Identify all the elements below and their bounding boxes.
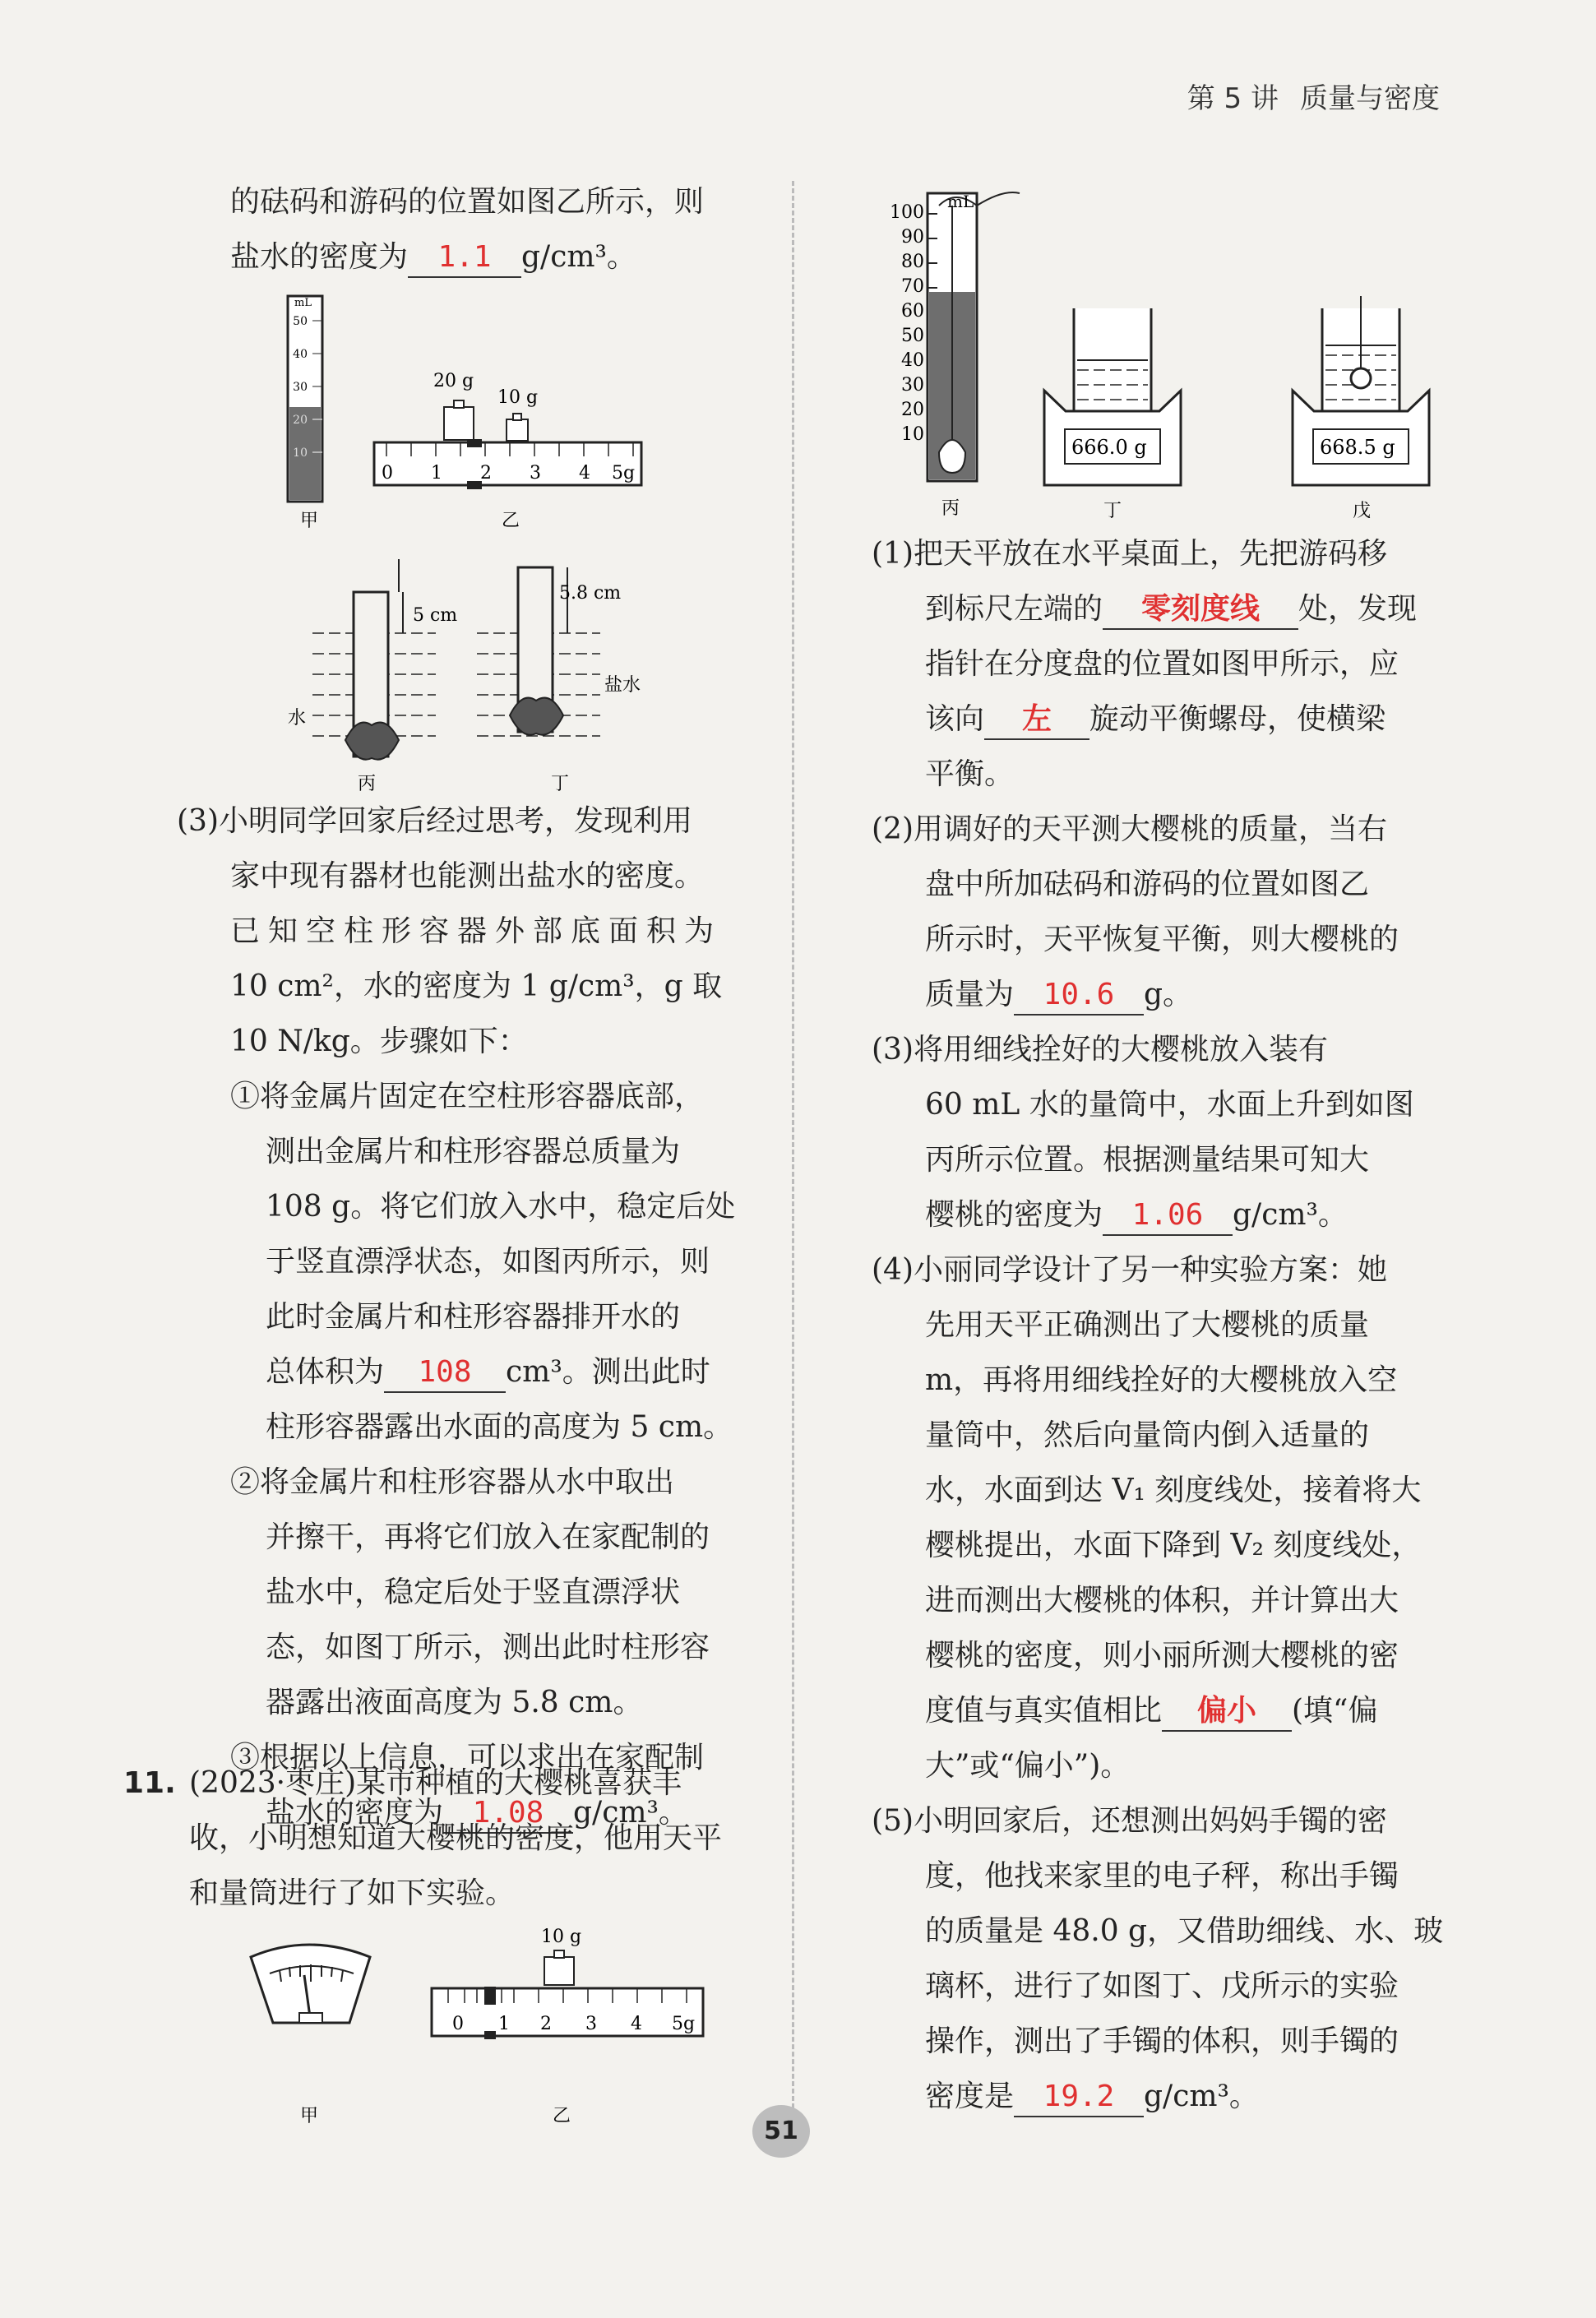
text-line: ①将金属片固定在空柱形容器底部， bbox=[230, 1080, 705, 1113]
figure-cylinder-beakers bbox=[880, 181, 1472, 526]
scale-label: 4 bbox=[631, 2014, 642, 2034]
text-line: 樱桃的密度为 1.06 g/cm³。 bbox=[872, 1187, 1464, 1242]
lecture-number: 第 5 讲 bbox=[1187, 82, 1279, 115]
column-divider bbox=[792, 181, 794, 2138]
liquid-label-water: 水 bbox=[288, 708, 307, 729]
tick-label: 40 bbox=[293, 348, 308, 361]
page-header bbox=[1187, 76, 1440, 116]
text-line: 盐水中，稳定后处于竖直漂浮状 bbox=[266, 1575, 681, 1609]
scale-label: 3 bbox=[530, 463, 541, 483]
scale-label: 5g bbox=[612, 463, 636, 483]
text-line: (2)用调好的天平测大樱桃的质量，当右 bbox=[872, 812, 1387, 846]
text-line: 柱形容器露出水面的高度为 5 cm。 bbox=[266, 1410, 733, 1444]
text-line: (5)小明回家后，还想测出妈妈手镯的密 bbox=[872, 1804, 1387, 1838]
text-line: 的质量是 48.0 g，又借助细线、水、玻 bbox=[925, 1914, 1444, 1948]
caption-ding: 丁 bbox=[1103, 501, 1122, 521]
scale-reading-ding: 666.0 g bbox=[1071, 436, 1147, 459]
chapter-title: 质量与密度 bbox=[1300, 82, 1440, 115]
text-line: 密度是 19.2 g/cm³。 bbox=[872, 2069, 1464, 2124]
text-line: 于竖直漂浮状态，如图丙所示，则 bbox=[266, 1245, 710, 1279]
text-line: 樱桃的密度，则小丽所测大樱桃的密 bbox=[925, 1639, 1399, 1673]
tick-label: 10 bbox=[901, 424, 924, 445]
text-line: 樱桃提出，水面下降到 V₂ 刻度线处， bbox=[925, 1529, 1422, 1562]
text-line: 108 g。将它们放入水中，稳定后处 bbox=[266, 1190, 736, 1224]
weight-10g bbox=[507, 419, 528, 441]
text-line: 10 N/kg。步骤如下： bbox=[230, 1025, 528, 1058]
answer-blank: 1.08 bbox=[443, 1794, 573, 1834]
left-intro bbox=[230, 174, 773, 285]
beaker-ding bbox=[1074, 308, 1151, 419]
scale-label: 5g bbox=[672, 2014, 696, 2034]
figure-cylinder-scale bbox=[271, 288, 658, 534]
text-line: 10 cm²，水的密度为 1 g/cm³，g 取 bbox=[230, 969, 723, 1003]
text-line: 到标尺左端的 零刻度线 处，发现 bbox=[872, 581, 1464, 636]
tick-label: 100 bbox=[890, 202, 924, 223]
text-line: (3)将用细线拴好的大樱桃放入装有 bbox=[872, 1033, 1328, 1066]
tick-label: 90 bbox=[901, 227, 924, 248]
text-line: 60 mL 水的量筒中，水面上升到如图 bbox=[925, 1088, 1414, 1122]
cylinder-unit: mL bbox=[947, 192, 974, 211]
text-line: (1)把天平放在水平桌面上，先把游码移 bbox=[872, 537, 1387, 571]
text-line: (3)小明同学回家后经过思考，发现利用 bbox=[177, 804, 692, 838]
tick-label: 60 bbox=[901, 301, 924, 322]
answer-blank: 1.1 bbox=[408, 238, 521, 278]
height-label-water: 5 cm bbox=[413, 605, 458, 626]
tick-label: 80 bbox=[901, 252, 924, 272]
text-line: 水，水面到达 V₁ 刻度线处，接着将大 bbox=[925, 1474, 1422, 1507]
text-line: 平衡。 bbox=[925, 757, 1015, 791]
text-line: 已知空柱形容器外部底面积为 bbox=[230, 914, 723, 948]
tick-label: 40 bbox=[901, 350, 924, 371]
question-number: 11. bbox=[123, 1766, 176, 1800]
rider bbox=[467, 439, 482, 447]
answer-blank: 108 bbox=[384, 1353, 506, 1393]
caption-yi: 乙 bbox=[502, 511, 520, 531]
answer-blank: 10.6 bbox=[1014, 976, 1144, 1016]
scale-label: 3 bbox=[585, 2014, 597, 2034]
text-line: 大”或“偏小”)。 bbox=[925, 1749, 1131, 1783]
caption-jia: 甲 bbox=[300, 2106, 319, 2126]
page-number: 51 bbox=[752, 2105, 810, 2158]
caption-bing: 丙 bbox=[358, 774, 377, 794]
text-line: 盘中所加砝码和游码的位置如图乙 bbox=[925, 868, 1370, 901]
tick-label: 20 bbox=[901, 400, 924, 420]
text-line: ②将金属片和柱形容器从水中取出 bbox=[230, 1465, 675, 1499]
text-line: (4)小丽同学设计了另一种实验方案：她 bbox=[872, 1253, 1387, 1287]
right-questions bbox=[872, 526, 1464, 2124]
answer-blank: 偏小 bbox=[1162, 1692, 1292, 1732]
balance-beam-scale bbox=[374, 442, 641, 485]
text-line: m，再将用细线拴好的大樱桃放入空 bbox=[925, 1363, 1398, 1397]
text-line: 的砝码和游码的位置如图乙所示，则 bbox=[230, 185, 705, 219]
text-line: 量筒中，然后向量筒内倒入适量的 bbox=[925, 1418, 1370, 1452]
text-line: 丙所示位置。根据测量结果可知大 bbox=[925, 1143, 1370, 1177]
figure-floating-containers bbox=[280, 543, 674, 798]
liquid-label-saltwater: 盐水 bbox=[604, 675, 641, 696]
tick-label: 20 bbox=[293, 414, 308, 427]
text-line: 盐水的密度为 1.08 g/cm³。 bbox=[177, 1785, 769, 1840]
weight-10g bbox=[544, 1957, 574, 1985]
text-line: 收，小明想知道大樱桃的密度，他用天平 bbox=[189, 1821, 723, 1855]
text-line: 家中现有器材也能测出盐水的密度。 bbox=[230, 859, 705, 893]
scale-label: 1 bbox=[498, 2014, 510, 2034]
text-line: 测出金属片和柱形容器总质量为 bbox=[266, 1135, 681, 1168]
caption-jia: 甲 bbox=[300, 511, 319, 531]
scale-reading-wu: 668.5 g bbox=[1320, 436, 1395, 459]
text-line: 璃杯，进行了如图丁、戊所示的实验 bbox=[925, 1969, 1399, 2003]
tick-label: 10 bbox=[293, 446, 308, 460]
text-line: 质量为 10.6 g。 bbox=[872, 967, 1464, 1022]
scale-label: 1 bbox=[431, 463, 442, 483]
caption-ding: 丁 bbox=[551, 774, 570, 794]
text-line: 指针在分度盘的位置如图甲所示，应 bbox=[925, 647, 1399, 681]
text-line: 度，他找来家里的电子秤，称出手镯 bbox=[925, 1859, 1399, 1893]
text-line: 进而测出大樱桃的体积，并计算出大 bbox=[925, 1584, 1399, 1617]
text-line: 度值与真实值相比 偏小 (填“偏 bbox=[872, 1683, 1464, 1738]
text-line: 先用天平正确测出了大樱桃的质量 bbox=[925, 1308, 1370, 1342]
rider bbox=[484, 1987, 496, 2005]
answer-blank: 左 bbox=[984, 701, 1089, 740]
scale-label: 0 bbox=[452, 2014, 464, 2034]
cherry bbox=[939, 440, 965, 473]
text-line: 操作，测出了手镯的体积，则手镯的 bbox=[925, 2024, 1399, 2058]
text-line: 该向 左 旋动平衡螺母，使横梁 bbox=[872, 692, 1464, 747]
answer-blank: 1.06 bbox=[1103, 1196, 1233, 1236]
text-line: 盐水的密度为 1.1 g/cm³。 bbox=[230, 229, 773, 285]
left-q3 bbox=[177, 793, 769, 1840]
caption-wu: 戊 bbox=[1353, 501, 1372, 521]
caption-bing: 丙 bbox=[941, 498, 960, 519]
scale-label: 4 bbox=[579, 463, 590, 483]
text-line: 总体积为 108 cm³。测出此时 bbox=[177, 1344, 769, 1400]
weight-10g-label: 10 g bbox=[541, 1927, 582, 1947]
scale-label: 2 bbox=[540, 2014, 552, 2034]
text-line: 器露出液面高度为 5.8 cm。 bbox=[266, 1686, 643, 1719]
tick-label: 50 bbox=[293, 315, 308, 328]
cylinder-unit: mL bbox=[294, 297, 312, 309]
tick-label: 30 bbox=[293, 381, 308, 394]
answer-blank: 19.2 bbox=[1014, 2078, 1144, 2117]
figure-dial-scale bbox=[238, 1916, 732, 2138]
text-line: 态，如图丁所示，测出此时柱形容 bbox=[266, 1631, 710, 1664]
caption-yi: 乙 bbox=[553, 2106, 571, 2126]
scale-label: 0 bbox=[382, 463, 393, 483]
question-11 bbox=[123, 1756, 773, 1921]
bracelet bbox=[1351, 368, 1371, 388]
weight-10g-label: 10 g bbox=[497, 387, 539, 408]
scale-label: 2 bbox=[480, 463, 492, 483]
tick-label: 30 bbox=[901, 375, 924, 396]
text-line: 并擦干，再将它们放入在家配制的 bbox=[266, 1520, 710, 1554]
weight-20g-label: 20 g bbox=[433, 371, 474, 391]
text-line: 11. (2023·枣庄)某市种植的大樱桃喜获丰 bbox=[123, 1756, 773, 1811]
text-line: 此时金属片和柱形容器排开水的 bbox=[266, 1300, 681, 1334]
text-line: 和量筒进行了如下实验。 bbox=[189, 1876, 516, 1910]
tick-label: 70 bbox=[901, 276, 924, 297]
height-label-saltwater: 5.8 cm bbox=[559, 583, 622, 604]
answer-blank: 零刻度线 bbox=[1103, 590, 1298, 630]
text-line: ③根据以上信息，可以求出在家配制 bbox=[230, 1741, 705, 1774]
text-line: 所示时，天平恢复平衡，则大樱桃的 bbox=[925, 923, 1399, 956]
weight-20g bbox=[444, 407, 474, 440]
tick-label: 50 bbox=[901, 326, 924, 346]
